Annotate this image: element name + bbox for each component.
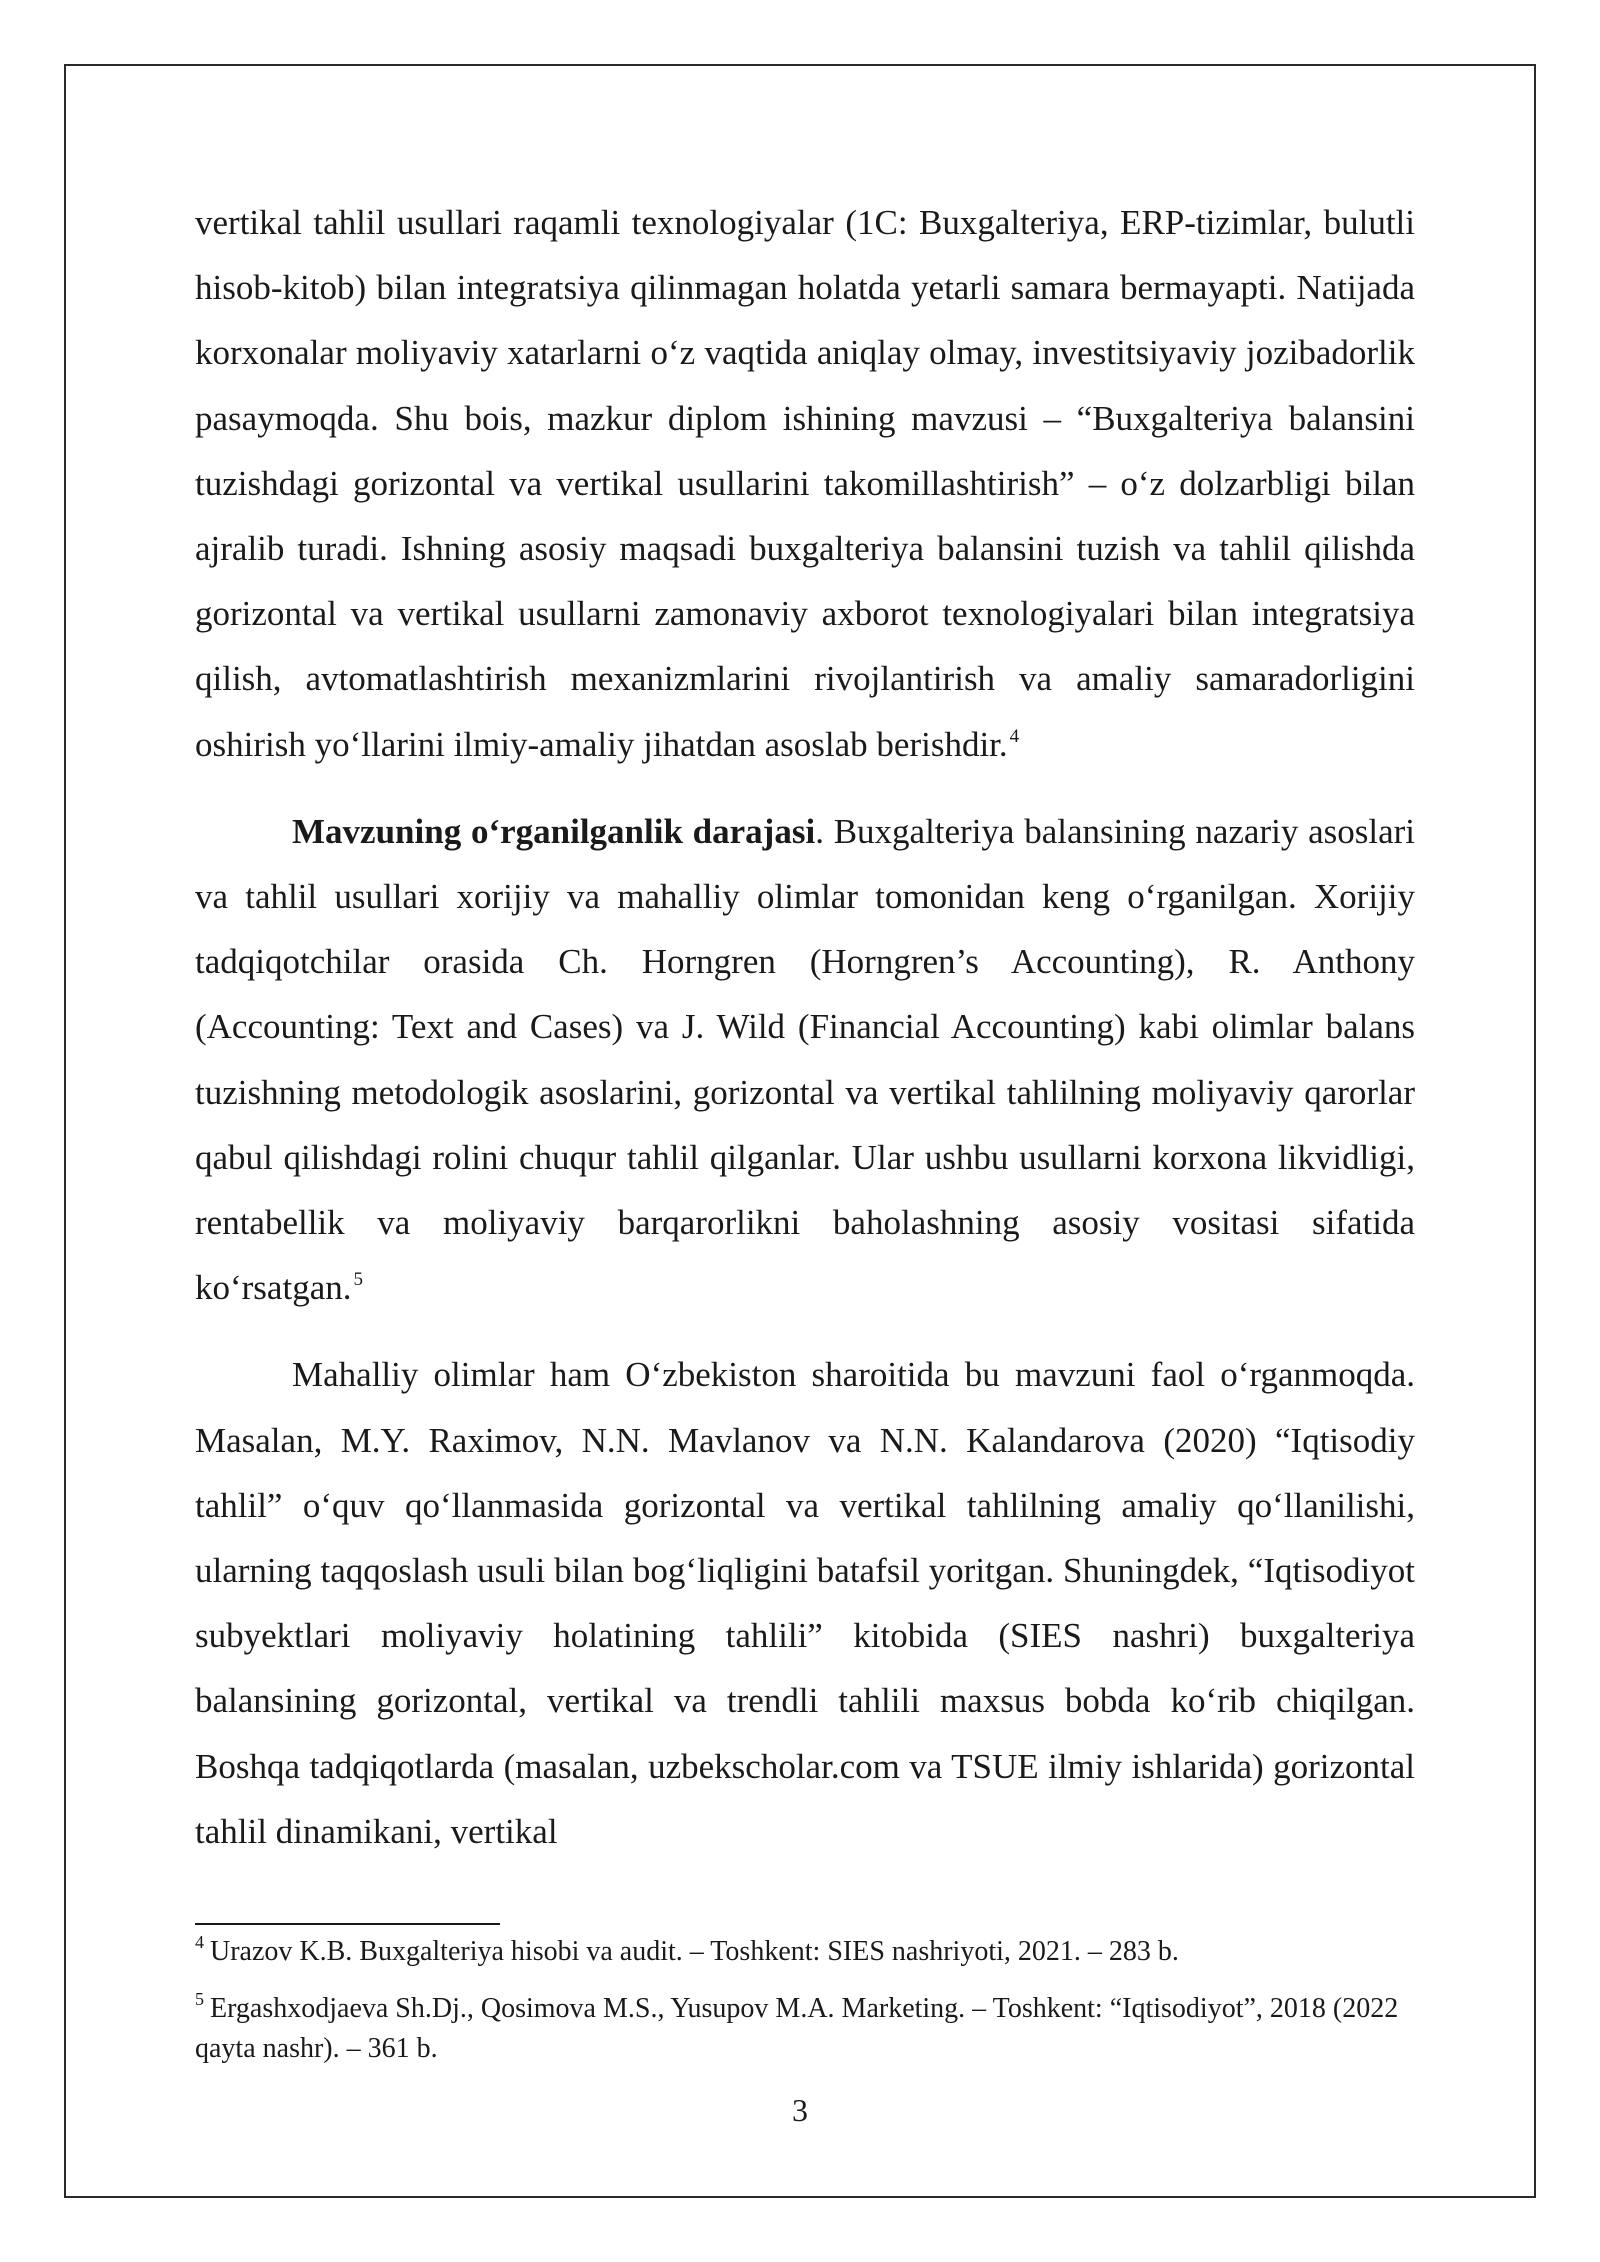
paragraph-3 [195, 1342, 1415, 1864]
footnote-text: Urazov K.B. Buxgalteriya hisobi va audit. – Toshkent: SIES nashriyoti, 2021. – 283 b. [210, 1936, 1179, 1967]
footnote-5 [195, 1989, 1415, 2069]
paragraph-1-text: vertikal tahlil usullari raqamli texnologiyalar (1C: Buxgalteriya, ERP-tizimlar, bulutli hisob-kitob) bilan integratsiya qilinmagan holatda yetarli samara bermayapti. Natijada korxonalar moliyaviy xatarlarni o‘z vaqtida aniqlay olmay, investitsiyaviy jozibadorlik pasaymoqda. Shu bois, mazkur diplom ishining mavzusi – “Buxgalteriya balansini tuzishdagi gorizontal va vertikal usullarini takomillashtirish” – o‘z dolzarbligi bilan ajralib turadi. Ishning asosiy maqsadi buxgalteriya balansini tuzish va tahlil qilishda gorizontal va vertikal usullarni zamonaviy axborot texnologiyalari bilan integratsiya qilish, avtomatlashtirish mexanizmlarini rivojlantirish va amaliy samaradorligini oshirish yo‘llarini ilmiy-amaliy jihatdan asoslab berishdir. [195, 203, 1415, 764]
footnote-ref-4[interactable]: 4 [1009, 725, 1020, 747]
footnote-number: 4 [195, 1932, 204, 1952]
paragraph-1 [195, 190, 1415, 777]
footnote-separator [195, 1923, 500, 1925]
paragraph-2-text: . Buxgalteriya balansining nazariy asoslari va tahlil usullari xorijiy va mahalliy olimlar tomonidan keng o‘rganilgan. Xorijiy tadqiqotchilar orasida Ch. Horngren (Horngren’s Accounting), R. Anthony (Accounting: Text and Cases) va J. Wild (Financial Accounting) kabi olimlar balans tuzishning metodologik asoslarini, gorizontal va vertikal tahlilning moliyaviy qarorlar qabul qilishdagi rolini chuqur tahlil qilganlar. Ular ushbu usullarni korxona likvidligi, rentabellik va moliyaviy barqarorlikni baholashning asosiy vositasi sifatida ko‘rsatgan. [195, 811, 1415, 1308]
footnotes [195, 1932, 1415, 2086]
paragraph-3-text: Mahalliy olimlar ham O‘zbekiston sharoitida bu mavzuni faol o‘rganmoqda. Masalan, M.Y. Raximov, N.N. Mavlanov va N.N. Kalandarova (2020) “Iqtisodiy tahlil” o‘quv qo‘llanmasida gorizontal va vertikal tahlilning amaliy qo‘llanilishi, ularning taqqoslash usuli bilan bog‘liqligini batafsil yoritgan. Shuningdek, “Iqtisodiyot subyektlari moliyaviy holatining tahlili” kitobida (SIES nashri) buxgalteriya balansining gorizontal, vertikal va trendli tahlili maxsus bobda ko‘rib chiqilgan. Boshqa tadqiqotlarda (masalan, uzbekscholar.com va TSUE ilmiy ishlarida) gorizontal tahlil dinamikani, vertikal [195, 1355, 1415, 1851]
page-number: 3 [792, 2092, 808, 2128]
section-heading: Mavzuning o‘rganilganlik darajasi [292, 811, 816, 851]
footnote-ref-5[interactable]: 5 [353, 1269, 363, 1291]
footnote-4 [195, 1932, 1415, 1972]
footnote-number: 5 [195, 1989, 204, 2009]
paragraph-2 [195, 799, 1415, 1321]
page-body [195, 190, 1415, 1864]
footnote-text: Ergashxodjaeva Sh.Dj., Qosimova M.S., Yusupov M.A. Marketing. – Toshkent: “Iqtisodiyot”, 2018 (2022 qayta nashr). – 361 b. [195, 1993, 1399, 2064]
